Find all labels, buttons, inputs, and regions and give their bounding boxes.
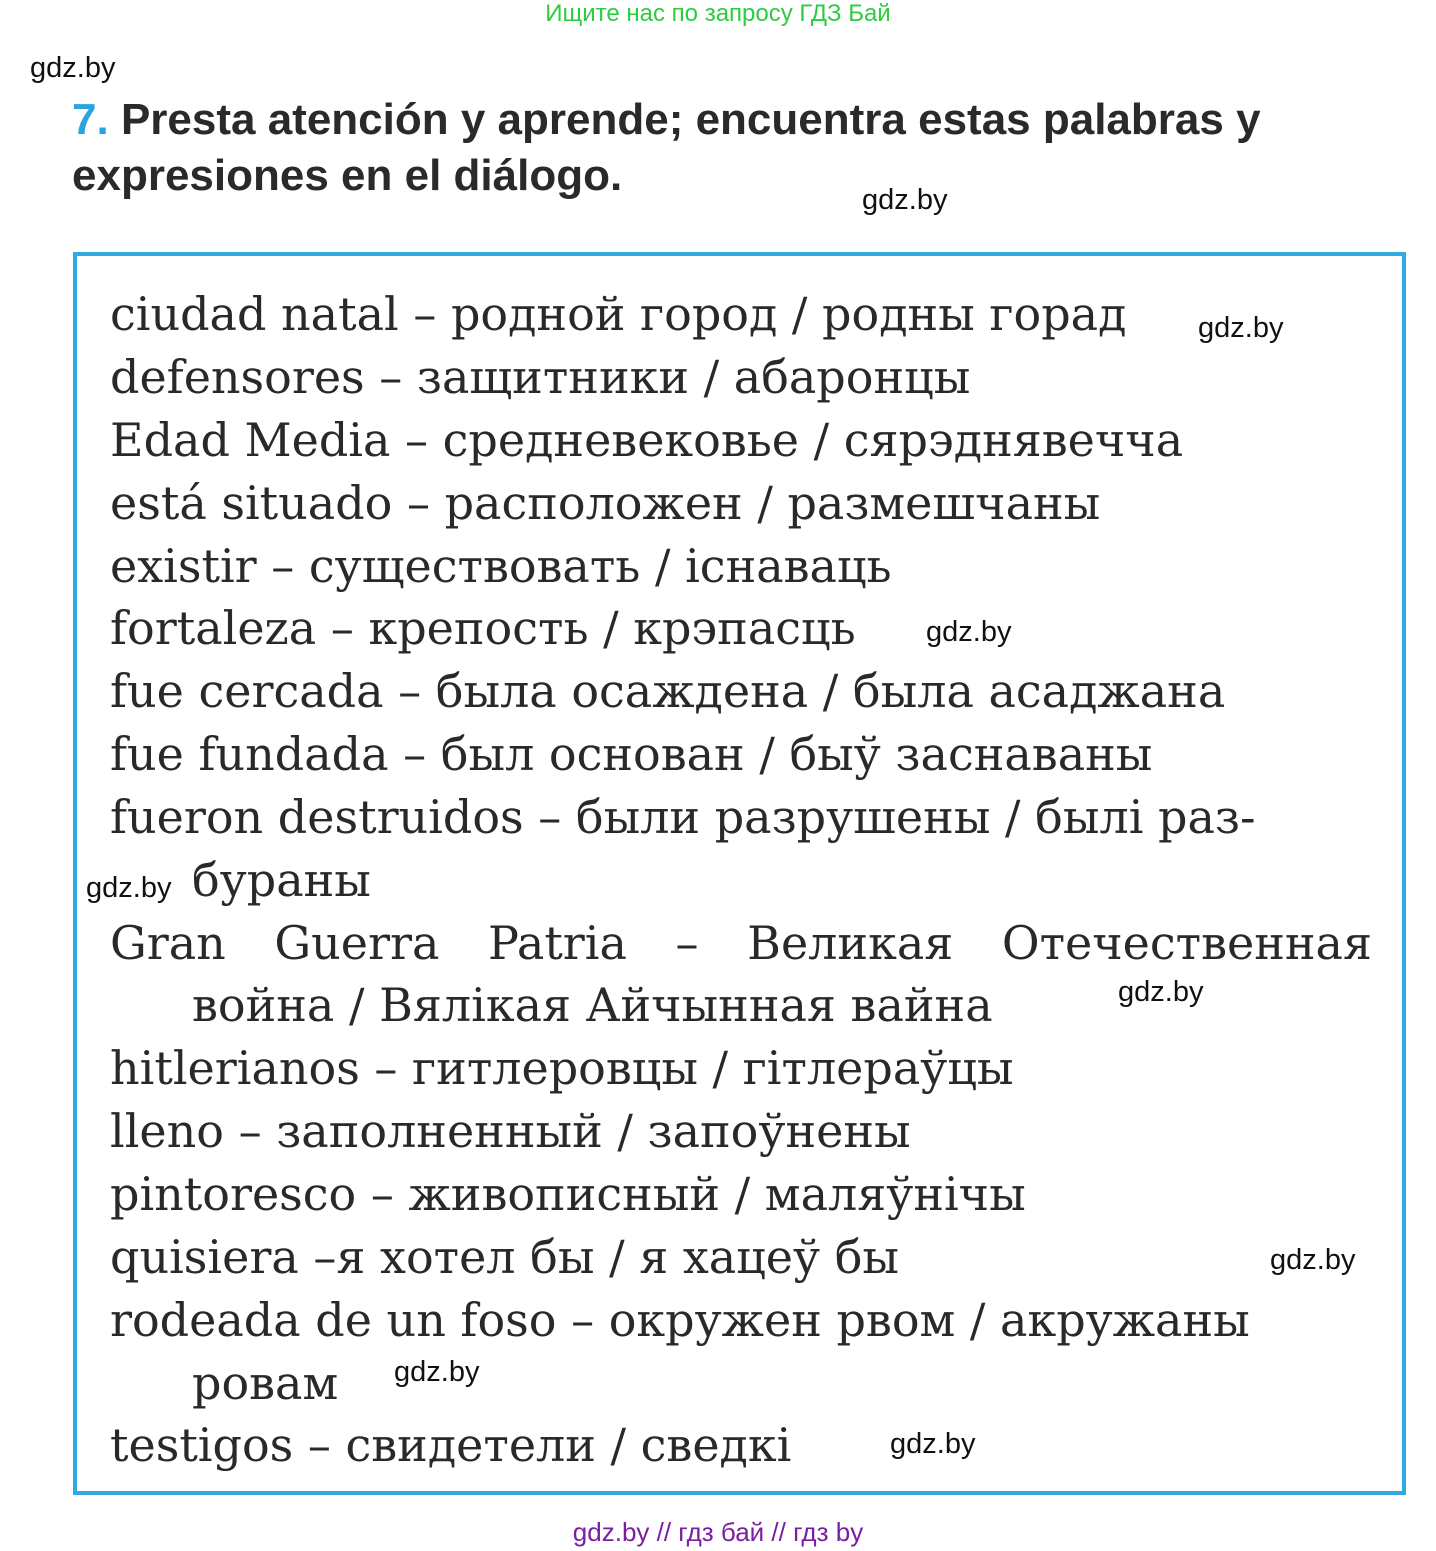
- vocab-entry: fue fundada – был основан / быў заснаваны: [110, 727, 1153, 781]
- vocab-entry: lleno – заполненный / запоўнены: [110, 1104, 911, 1158]
- word: Отечественная: [1001, 916, 1372, 970]
- vocab-entry: defensores – защитники / абаронцы: [110, 350, 971, 404]
- watermark: gdz.by: [1270, 1244, 1356, 1276]
- vocab-entry: ciudad natal – родной город / родны горад: [110, 287, 1127, 341]
- watermark: gdz.by: [1198, 312, 1284, 344]
- word: Guerra: [274, 916, 440, 970]
- vocab-entry: está situado – расположен / размешчаны: [110, 476, 1101, 530]
- watermark: gdz.by: [86, 872, 172, 904]
- watermark: gdz.by: [1118, 976, 1204, 1008]
- vocab-entry-continuation: война / Вялікая Айчынная вайна: [192, 978, 993, 1032]
- vocab-entry: fortaleza – крепость / крэпасць: [110, 601, 856, 655]
- vocab-entry: fue cercada – была осаждена / была асаджана: [110, 664, 1226, 718]
- vocab-entry-continuation: ровам: [192, 1356, 339, 1410]
- vocab-entry: testigos – свидетели / сведкі: [110, 1418, 792, 1472]
- watermark: gdz.by: [394, 1356, 480, 1388]
- vocab-entry-continuation: бураны: [192, 853, 371, 907]
- vocab-entry: rodeada de un foso – окружен рвом / акружаны: [110, 1293, 1250, 1347]
- word: Gran: [110, 916, 226, 970]
- vocab-entry: [110, 915, 1372, 971]
- watermark: gdz.by: [862, 184, 948, 216]
- vocab-entry: fueron destruidos – были разрушены / былі раз-: [110, 790, 1256, 844]
- exercise-number: 7.: [72, 95, 109, 144]
- exercise-title: [72, 92, 1422, 204]
- word: –: [675, 916, 699, 970]
- vocab-entry: existir – существовать / існаваць: [110, 539, 892, 593]
- watermark: gdz.by: [926, 616, 1012, 648]
- watermark: gdz.by: [30, 52, 116, 84]
- word: Patria: [488, 916, 627, 970]
- footer-links[interactable]: gdz.by // гдз бай // гдз by: [572, 1517, 864, 1547]
- exercise-text: Presta atención y aprende; encuentra estas palabras y expresiones en el diálogo.: [72, 95, 1261, 200]
- vocab-entry: hitlerianos – гитлеровцы / гітлераўцы: [110, 1041, 1014, 1095]
- vocab-entry: quisiera –я хотел бы / я хацеў бы: [110, 1230, 900, 1284]
- vocab-entry: Edad Media – средневековье / сярэднявечча: [110, 413, 1184, 467]
- vocab-entry: pintoresco – живописный / маляўнічы: [110, 1167, 1026, 1221]
- watermark: gdz.by: [890, 1428, 976, 1460]
- word: Великая: [747, 916, 954, 970]
- top-banner[interactable]: Ищите нас по запросу ГДЗ Бай: [545, 0, 891, 27]
